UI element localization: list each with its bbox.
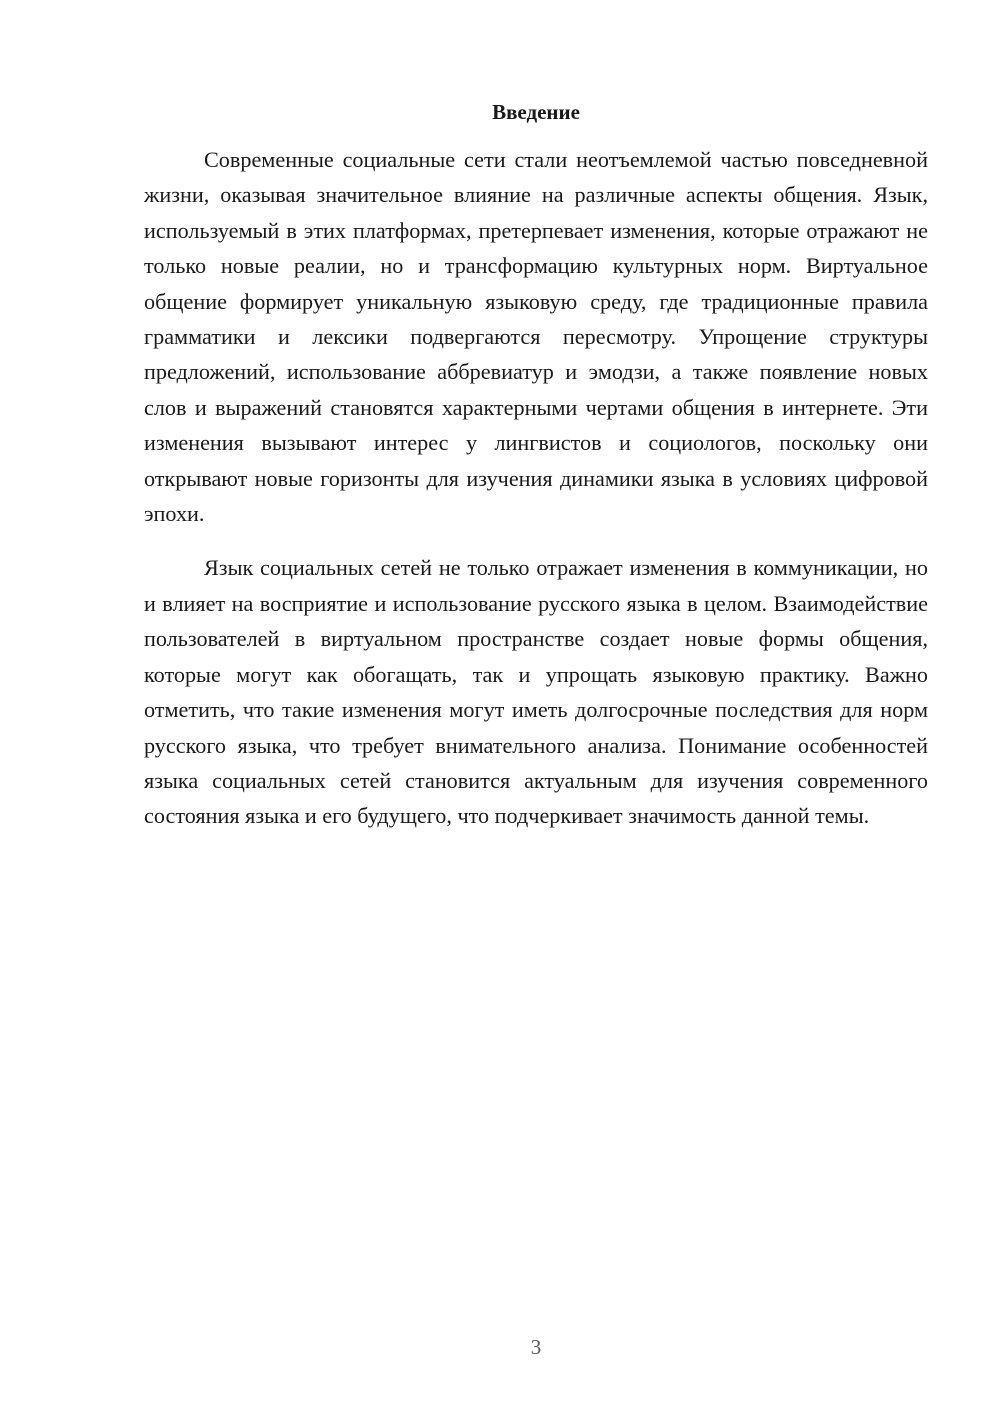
page-number: 3 <box>530 1335 542 1359</box>
paragraph-1: Современные социальные сети стали неотъемлемой частью повседневной жизни, оказывая значительное влияние на различные аспекты общения. Язык, используемый в этих платформах, претерпевает изменения, которые отражают не только новые реалии, но и трансформацию культурных норм. Виртуальное общение формирует уникальную языковую среду, где традиционные правила грамматики и лексики подвергаются пересмотру. Упрощение структуры предложений, использование аббревиатур и эмодзи, а также появление новых слов и выражений становятся характерными чертами общения в интернете. Эти изменения вызывают интерес у лингвистов и социологов, поскольку они открывают новые горизонты для изучения динамики языка в условиях цифровой эпохи. <box>144 147 928 527</box>
section-heading: Введение <box>492 100 580 124</box>
body-text <box>144 142 928 834</box>
paragraph-2: Язык социальных сетей не только отражает изменения в коммуникации, но и влияет на восприятие и использование русского языка в целом. Взаимодействие пользователей в виртуальном пространстве создает новые формы общения, которые могут как обогащать, так и упрощать языковую практику. Важно отметить, что такие изменения могут иметь долгосрочные последствия для норм русского языка, что требует внимательного анализа. Понимание особенностей языка социальных сетей становится актуальным для изучения современного состояния языка и его будущего, что подчеркивает значимость данной темы. <box>144 555 928 829</box>
